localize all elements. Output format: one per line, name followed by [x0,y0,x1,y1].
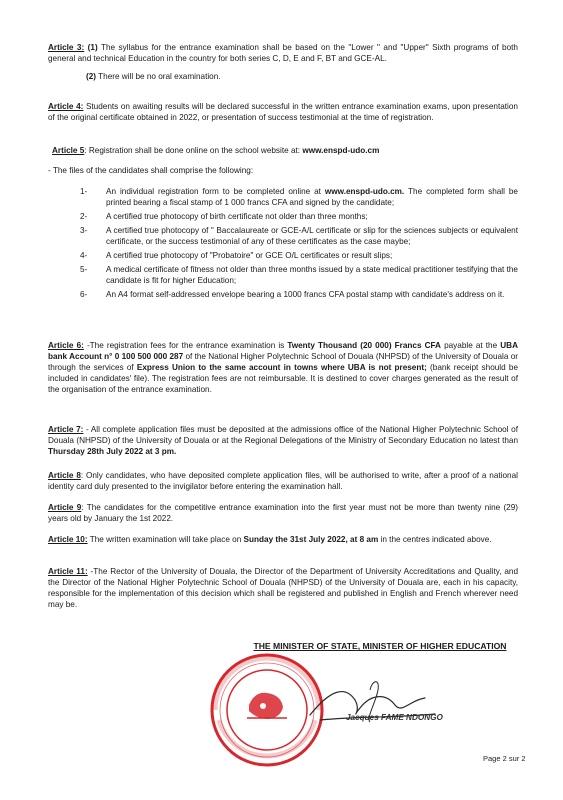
article-9-text: : The candidates for the competitive entrance examination into the first year must not be more than twenty nine (29) years old by January the 1st 2022. [48,503,519,523]
list-item-number: 5- [80,265,88,274]
article-6-label: Article 6: [48,341,84,350]
article-6-account: UBA bank Account n° 0 100 500 000 287 [48,341,518,361]
article-10-date: Sunday the 31st July 2022, at 8 am [243,535,379,544]
article-10-text-1: The written examination will take place on [87,535,244,544]
list-item-text: A medical certificate of fitness not older than three months issued by a state medical practitioner testifying that the candidate is fit for higher Education; [106,265,518,285]
list-item-text: A certified true photocopy of " Baccalaureate or GCE-A/L certificate or slip for the sciences subjects or equivalent certificate, or the success testimonial of any of these certificates as the case maybe; [106,226,518,246]
article-11 [48,566,518,610]
list-item-number: 1- [80,187,88,196]
list-item-text: An individual registration form to be completed online at [106,187,325,196]
stamp-emblem-icon [247,693,287,719]
list-item [80,250,518,261]
article-3-item-1-num: (1) [84,43,98,52]
list-item-bold: www.enspd-udo.cm. [324,187,405,196]
list-item-text: An A4 format self-addressed envelope bearing a 1000 francs CFA postal stamp with candidate's address on it. [106,290,505,299]
article-6-text-1: -The registration fees for the entrance examination is [83,341,288,350]
signatory-title: THE MINISTER OF STATE, MINISTER OF HIGHER EDUCATION [253,641,507,651]
list-item-number: 2- [80,212,88,221]
list-item-text-post: The completed form shall be printed bearing a fiscal stamp of 1 000 francs CFA and signed by the candidate; [106,187,518,207]
article-8 [48,470,518,492]
list-item [80,211,518,222]
article-5-website: www.enspd-udo.cm [302,146,380,155]
article-6-text-3: of the National Higher Polytechnic School of Douala (NHPSD) of the University of Douala or through the services of [48,352,519,372]
page-number: Page 2 sur 2 [483,754,526,763]
article-9 [48,502,518,524]
article-3-text-2: There will be no oral examination. [96,72,221,81]
article-6-text-4: (bank receipt should be included in candidates' file). The registration fees are not reimbursable. It is destined to cover charges generated as the result of the organisation of the entrance examination. [48,363,519,394]
article-3 [48,42,518,82]
article-10-text-2: in the centres indicated above. [378,535,492,544]
list-item-text: A certified true photocopy of "Probatoire" or GCE O/L certificates or result slips; [106,251,393,260]
article-11-label: Article 11: [48,567,88,576]
article-6-text-2: payable at the [440,341,501,350]
article-9-label: Article 9 [48,503,82,512]
article-10-label: Article 10: [48,535,88,544]
article-10 [48,534,518,545]
article-5 [52,145,522,156]
article-11-text: -The Rector of the University of Douala, the Director of the Department of University Accreditations and Quality, and the Director of the National Higher Polytechnic School of Douala (NHPSD) of the University of Douala are, each in his capacity, responsible for the implementation of this decision which shall be registered and published in English and French wherever need may be. [48,567,518,609]
article-5-text: : Registration shall be done online on the school website at: [84,146,303,155]
list-item [80,289,518,300]
article-7-text: - All complete application files must be deposited at the admissions office of the National Higher Polytechnic School of Douala (NHPSD) of the University of Douala or at the Regional Delegations of the Ministry of Secondary Education no latest than [48,425,518,445]
article-6 [48,340,518,395]
article-3-text-1: The syllabus for the entrance examination shall be based on the "Lower " and "Upper" Sixth programs of both general and technical Education in the country for both series C, D, E and F, BT and GCE-AL. [48,43,518,63]
article-7-label: Article 7: [48,425,84,434]
article-8-label: Article 8 [48,471,81,480]
list-item [80,264,518,286]
article-4-text: Students on awaiting results will be declared successful in the written entrance examination exams, upon presentation of the original certificate obtained in 2022, or presentation of success testimonial at the time of registration. [48,102,518,122]
list-item [80,225,518,247]
list-item-number: 6- [80,290,88,299]
article-5-label: Article 5 [52,146,85,155]
article-6-express-union: Express Union to the same account in towns where UBA is not present; [136,363,427,372]
article-7 [48,424,518,457]
article-3-label: Article 3: [48,43,85,52]
files-list [80,186,518,300]
article-3-item-2-num: (2) [86,72,97,81]
signatory-name: Jacques FAME NDONGO [346,713,443,722]
list-item-number: 3- [80,226,88,235]
list-item-text: A certified true photocopy of birth certificate not older than three months; [106,212,368,221]
list-item-number: 4- [80,251,88,260]
article-4 [48,101,518,123]
files-intro: - The files of the candidates shall comprise the following: [48,166,254,175]
article-8-text: : Only candidates, who have deposited complete application files, will be authorised to write, after a proof of a national identity card duly presented to the invigilator before entering the examination hall. [48,471,518,491]
list-item [80,186,518,208]
article-6-fee: Twenty Thousand (20 000) Francs CFA [287,341,441,350]
article-4-label: Article 4: [48,102,84,111]
article-7-deadline: Thursday 28th July 2022 at 3 pm. [48,447,177,456]
